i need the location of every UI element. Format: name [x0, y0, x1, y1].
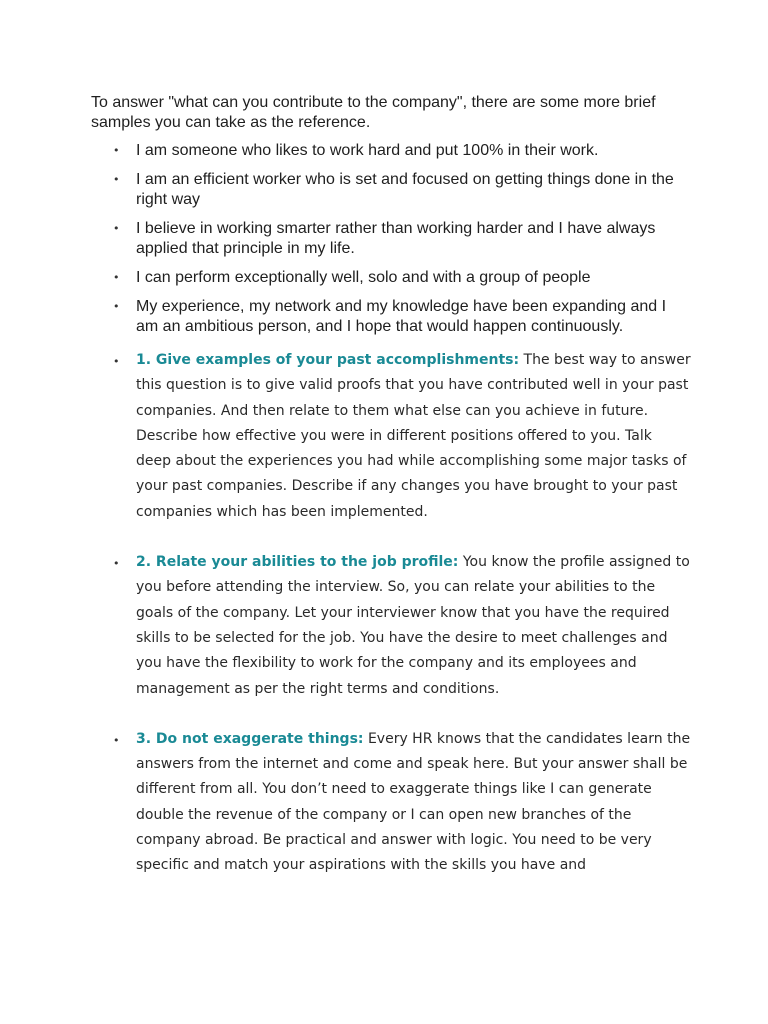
sample-answer-text: I can perform exceptionally well, solo and with a group of people — [136, 269, 591, 286]
sample-answer-item — [91, 297, 691, 337]
bullet-icon: • — [113, 300, 120, 313]
sample-answer-text: My experience, my network and my knowledge have been expanding and I am an ambitious person, and I hope that would happen continuously. — [136, 298, 667, 335]
sample-answer-item — [91, 141, 691, 161]
document-page — [91, 93, 691, 904]
sample-answer-item — [91, 219, 691, 259]
bullet-icon: • — [113, 271, 120, 284]
bullet-icon: • — [113, 557, 120, 571]
tip-body: The best way to answer this question is to give valid proofs that you have contributed well in your past companies. And then relate to them what else can you achieve in future. Describe how effective you were in different positions offered to you. Talk deep about the experiences you had while accomplishing some major tasks of your past companies. Describe if any changes you have brought to your past companies which has been implemented. — [136, 352, 691, 520]
bullet-icon: • — [113, 173, 120, 186]
tip-body: Every HR knows that the candidates learn the answers from the internet and come and speak here. But your answer shall be different from all. You don’t need to exaggerate things like I can generate double the revenue of the company or I can open new branches of the company abroad. Be practical and answer with logic. You need to be very specific and match your aspirations with the skills you have and — [136, 730, 691, 874]
tip-item — [91, 727, 691, 879]
tip-heading: 2. Relate your abilities to the job profile: — [136, 554, 459, 571]
tip-heading: 3. Do not exaggerate things: — [136, 730, 364, 747]
tip-item — [91, 550, 691, 702]
sample-answer-text: I am an efficient worker who is set and focused on getting things done in the right way — [136, 171, 674, 208]
sample-answer-item — [91, 170, 691, 210]
tips-list — [91, 348, 691, 879]
bullet-icon: • — [113, 144, 120, 157]
bullet-icon: • — [113, 733, 120, 747]
tip-body: You know the profile assigned to you before attending the interview. So, you can relate your abilities to the goals of the company. Let your interviewer know that you have the required skills to be selected for the job. You have the desire to meet challenges and you have the flexibility to work for the company and its employees and management as per the right terms and conditions. — [136, 554, 690, 697]
intro-paragraph: To answer "what can you contribute to the company", there are some more brief samples you can take as the reference. — [91, 94, 656, 131]
sample-answers-list — [91, 141, 691, 337]
bullet-icon: • — [113, 222, 120, 235]
bullet-icon: • — [113, 355, 120, 368]
sample-answer-text: I am someone who likes to work hard and put 100% in their work. — [136, 142, 599, 159]
sample-answer-text: I believe in working smarter rather than working harder and I have always applied that principle in my life. — [136, 220, 656, 257]
tip-heading: 1. Give examples of your past accomplishments: — [136, 352, 520, 368]
tip-item — [91, 348, 691, 525]
sample-answer-item — [91, 268, 691, 288]
